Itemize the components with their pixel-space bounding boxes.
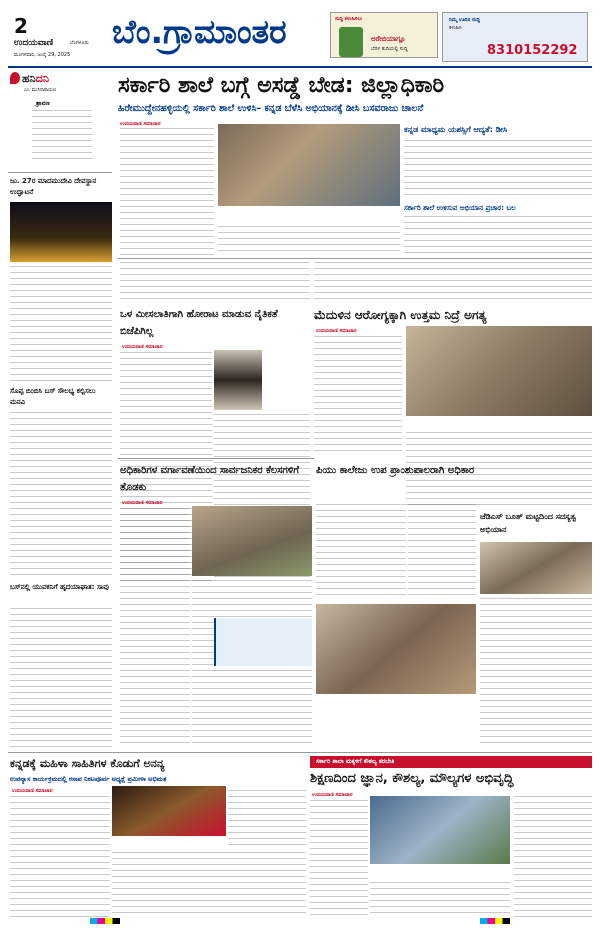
ad1-line3: ಬೆರಳ ತುದಿಯಲ್ಲಿ ಸುದ್ದಿ — [371, 46, 408, 52]
ad-block-1 — [330, 12, 438, 58]
mid-headline-3: ಜೆಡಿಎಸ್ ಬೂತ್ ಮಟ್ಟದಿಂದ ಸದಸ್ಯತ್ವ ಅಭಿಯಾನ — [480, 512, 577, 534]
phone-number: 8310152292 — [487, 43, 578, 58]
hanidani-column — [10, 72, 112, 172]
hanidani-byline: ಎಂ. ಮುನಿನಾರಾಯಣ — [24, 88, 57, 93]
hanidani-logo-icon — [10, 72, 20, 84]
mid-text-5 — [480, 598, 592, 748]
col3-text-top — [314, 262, 592, 302]
bottom-left-caption — [112, 838, 226, 850]
left-text-1 — [10, 266, 112, 382]
ad1-line1: ಸುದ್ದಿ ಕಳುಹಿಸಲು — [335, 16, 363, 22]
lead-text-2 — [218, 226, 400, 256]
poem-title: ಶ್ರಾವಣ — [36, 100, 50, 107]
mid-text-4 — [408, 504, 476, 600]
page-number: 2 — [14, 14, 28, 38]
left-headline-1: ಜು. 27ರ ಮಾದಮುದೇವಿ ದೇವಸ್ಥಾನ ಉದ್ಘಾಟನೆ — [10, 177, 97, 196]
lead-subhead: ಹಿರೇಮುದ್ದೇನಹಳ್ಳಿಯಲ್ಲಿ ಸರ್ಕಾರಿ ಶಾಲೆ ಉಳಿಸಿ– ಕನ್ನಡ ಬೆಳೆಸಿ ಅಭಿಯಾನಕ್ಕೆ ಡೀಸಿ ಬಸವರಾಜು ಚಾಲನೆ — [118, 103, 424, 114]
bottom-right-text-3 — [514, 796, 592, 918]
mid-photo-2 — [316, 604, 476, 694]
mid-text-1 — [120, 508, 190, 748]
lead-photo — [218, 124, 400, 206]
lead-side-text-2 — [404, 216, 592, 256]
col3-headline: ಮೆದುಳಿನ ಆರೋಗ್ಯಕ್ಕಾಗಿ ಉತ್ತಮ ನಿದ್ರೆ ಅಗತ್ಯ — [314, 308, 487, 322]
bottom-right-text-1 — [310, 800, 368, 918]
bottom-left-photo — [112, 786, 226, 836]
ad2-line2: ಕಳುಹಿಸಿ — [449, 25, 462, 31]
col2-portrait — [214, 350, 262, 410]
paper-name: ಉದಯವಾಣಿ — [14, 38, 54, 48]
quote-box — [214, 618, 312, 666]
city-label: ಬೆಂಗಳೂರು — [70, 40, 89, 46]
left-text-2 — [10, 412, 112, 578]
bottom-left-headline: ಕನ್ನಡಕ್ಕೆ ಮಹಿಳಾ ಸಾಹಿತಿಗಳ ಕೊಡುಗೆ ಅನನ್ಯ — [10, 757, 165, 770]
left-divider-1 — [8, 172, 112, 173]
col2-headline: ಒಳ ಮೀಸಲಾತಿಗಾಗಿ ಹೋರಾಟ ಮಾಡುವ ನೈತಿಕತೆ ಬಿಜೆಪಿಗಿಲ್ಲ — [120, 309, 278, 337]
bottom-kicker-text: ಸರ್ಕಾರಿ ಶಾಲಾ ಮಕ್ಕಳಿಗೆ ಕೌಶಲ್ಯ ತರಬೇತಿ — [316, 758, 395, 765]
ad-block-2 — [442, 12, 588, 62]
mid-dateline: ಉದಯವಾಣಿ ಸಮಾಚಾರ — [122, 500, 163, 506]
ad1-line2: ಅರೇಬಿಯಾಗ್ಲೂ — [371, 35, 406, 43]
left-headline-2: ಸೊಪ್ಪ ಬಿಂಬಿಸಿ ಬಸ್ ಸೌಲಭ್ಯ ಕಲ್ಪಿಸಲು ಮನವಿ — [10, 387, 96, 406]
mid-photo-3 — [480, 542, 592, 594]
bottom-kicker — [310, 756, 592, 768]
col3-photo-caption — [406, 418, 592, 430]
color-registration-marks — [90, 918, 120, 924]
hanidani-title-b: ದನಿ — [35, 72, 49, 85]
lead-side-text — [404, 140, 592, 200]
hanidani-title — [22, 72, 49, 86]
lead-text-1 — [120, 128, 214, 256]
bottom-left-dateline: ಉದಯವಾಣಿ ಸಮಾಚಾರ — [12, 788, 53, 794]
poem-text — [32, 110, 92, 162]
lead-side-head-2: ಸರ್ಕಾರಿ ಶಾಲೆ ಉಳಿಸುವ ಅಭಿಯಾನ ಪ್ರಚಾರ: ಬಲ — [404, 204, 516, 212]
bottom-right-photo — [370, 796, 510, 864]
bottom-left-text-1 — [10, 796, 110, 918]
lead-photo-caption — [218, 208, 400, 226]
issue-date: ಮಂಗಳವಾರ, ಜುಲೈ 29, 2025 — [14, 52, 71, 58]
color-registration-marks-2 — [480, 918, 510, 924]
col3-text-1 — [314, 336, 402, 456]
left-headline-3: ಬಸ್‌ನಲ್ಲಿ ಯುವಕನಿಗೆ ಹೃದಯಾಘಾತ: ಸಾವು — [10, 583, 109, 591]
lead-dateline: ಉದಯವಾಣಿ ಸಮಾಚಾರ — [120, 121, 161, 127]
mid-divider — [118, 458, 314, 459]
temple-photo — [10, 202, 112, 262]
bottom-left-subhead: ಉಪನ್ಯಾಸ ಕಾರ್ಯಕ್ರಮದಲ್ಲಿ ಕಸಾಪ ನಿಕಟಪೂರ್ವ ಅಧ್ಯಕ್ಷೆ ಪ್ರಮೀಳಾ ಅಭಿಮತ — [10, 775, 167, 783]
lead-side-head: ಕನ್ನಡ ಮಾಧ್ಯಮ ಯಶಸ್ಸಿಗೆ ಆದ್ಯತೆ: ಡೀಸಿ — [404, 125, 508, 134]
bottom-left-text-2 — [112, 852, 306, 918]
col2-dateline: ಉದಯವಾಣಿ ಸಮಾಚಾರ — [122, 344, 163, 350]
bottom-right-text-2 — [370, 882, 510, 918]
hanidani-title-a: ಹನಿ — [22, 72, 36, 85]
bottom-left-text-3 — [228, 790, 306, 850]
bottom-right-caption — [370, 866, 510, 880]
left-text-3 — [10, 608, 112, 748]
col3-dateline: ಉದಯವಾಣಿ ಸಮಾಚಾರ — [316, 328, 357, 334]
mid-headline-1: ಅಧಿಕಾರಿಗಳ ವರ್ಗಾವಣೆಯಿಂದ ಸಾರ್ವಜನಿಕರ ಕೆಲಸಗಳಿಗೆ ತೊಡಕು — [120, 465, 300, 493]
phone-icon — [339, 27, 363, 57]
ad2-line1: ನಿಮ್ಮ ಊರಿನ ಸುದ್ದಿ — [449, 17, 480, 23]
bottom-right-headline: ಶಿಕ್ಷಣದಿಂದ ಜ್ಞಾನ, ಕೌಶಲ್ಯ, ಮೌಲ್ಯಗಳ ಅಭಿವೃದ್ಧಿ — [310, 771, 514, 786]
col3-photo — [406, 326, 592, 416]
mid-headline-2: ಪಿಯು ಕಾಲೇಜು ಉಪ ಪ್ರಾಂಶುಪಾಲರಾಗಿ ಅಧಿಕಾರ — [316, 465, 475, 476]
masthead-divider — [8, 66, 592, 68]
mid-photo-2-caption — [316, 696, 476, 710]
lead-headline: ಸರ್ಕಾರಿ ಶಾಲೆ ಬಗ್ಗೆ ಅಸಡ್ಡೆ ಬೇಡ: ಜಿಲ್ಲಾಧಿಕಾರಿ — [118, 73, 445, 98]
mid-text-3 — [316, 504, 406, 600]
bottom-divider — [8, 752, 592, 753]
section-title: ಬೆಂ.ಗ್ರಾಮಾಂತರ — [112, 12, 287, 51]
masthead — [0, 0, 600, 70]
col2-divider — [118, 258, 592, 259]
bottom-right-dateline: ಉದಯವಾಣಿ ಸಮಾಚಾರ — [312, 792, 353, 798]
mid-photo-1 — [192, 506, 312, 576]
col2-text-top — [120, 262, 310, 302]
